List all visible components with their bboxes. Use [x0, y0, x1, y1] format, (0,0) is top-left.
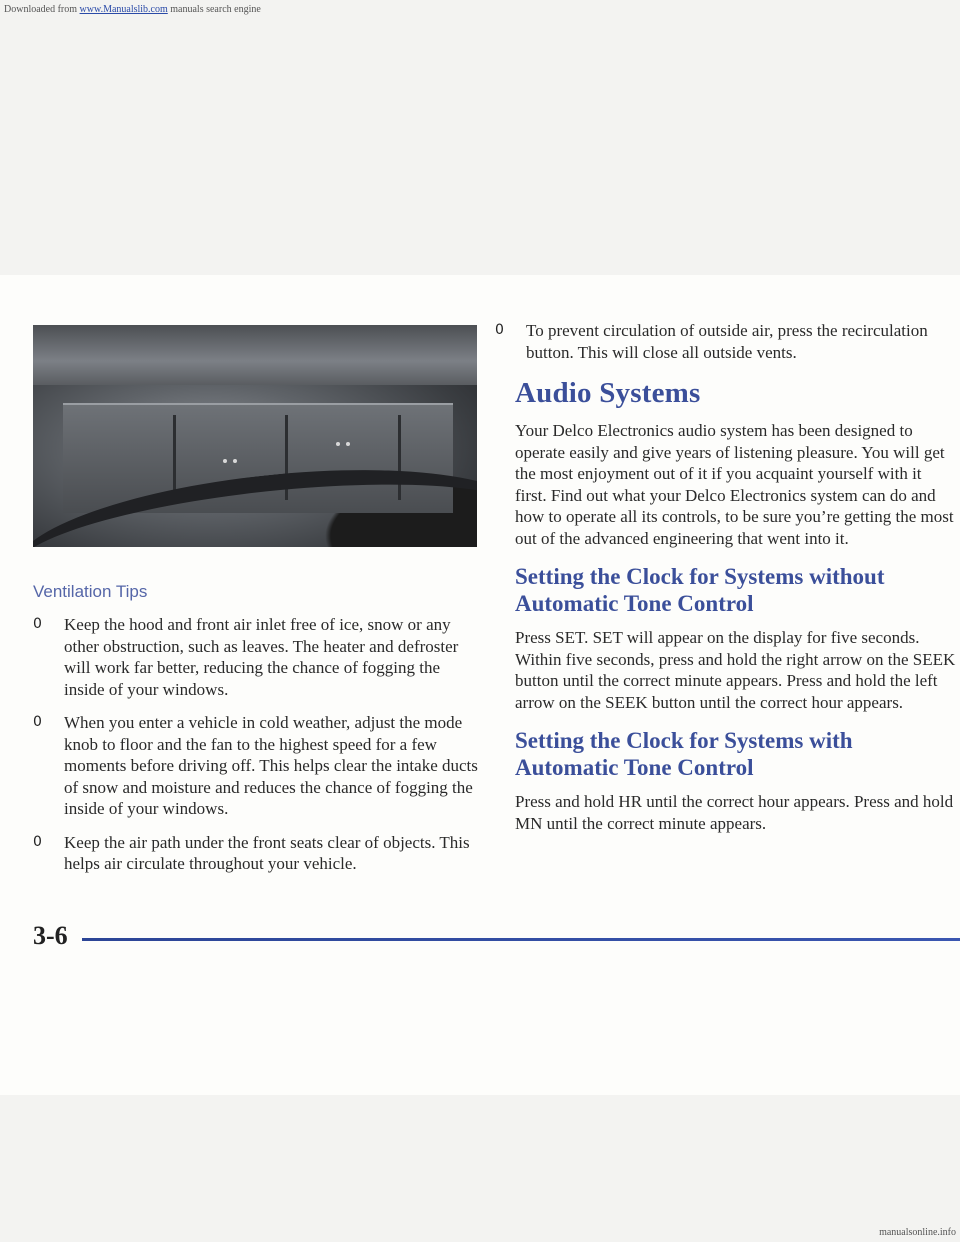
footer-rule: [82, 938, 960, 941]
list-item: 0 Keep the hood and front air inlet free of ice, snow or any other obstruction, such as leaves. The heater and defroster will work far better, reducing the chance of fogging the inside of your windows.: [33, 615, 459, 699]
ventilation-tips-heading: Ventilation Tips: [33, 582, 148, 601]
bullet-marker: 0: [33, 714, 42, 730]
list-item: 0 When you enter a vehicle in cold weather, adjust the mode knob to floor and the fan to the highest speed for a few moments before driving off. This helps clear the intake ducts of snow and moisture and reduces the chance of fogging the inside of your windows.: [33, 713, 478, 818]
manualslib-link[interactable]: www.Manualslib.com: [79, 4, 168, 15]
page-number: 3-6: [33, 921, 68, 950]
audio-systems-text: Your Delco Electronics audio system has been designed to operate easily and give years of listening pleasure. You will get the most enjoyment out of it if you acquaint yourself with it first. Find out what your Delco Electronics system can do and how to operate all its controls, to be sure you’re getting the most out of the advanced engineering that went into it.: [515, 421, 954, 548]
watermark-prefix: Downloaded from: [4, 4, 80, 15]
ventilation-tips-list: [33, 614, 483, 875]
audio-systems-heading: Audio Systems: [515, 377, 701, 409]
download-watermark: [4, 4, 261, 15]
clock-without-atc-heading: Setting the Clock for Systems without Automatic Tone Control: [515, 564, 885, 616]
list-item: 0 Keep the air path under the front seats clear of objects. This helps air circulate throughout your vehicle.: [33, 832, 470, 873]
watermark-suffix: manuals search engine: [167, 4, 261, 15]
clock-with-atc-text: Press and hold HR until the correct hour appears. Press and hold MN until the correct minute appears.: [515, 792, 954, 833]
clock-with-atc-heading: Setting the Clock for Systems with Automatic Tone Control: [515, 728, 853, 780]
bullet-marker: 0: [33, 833, 42, 850]
right-column: [495, 320, 957, 840]
bullet-marker: 0: [495, 322, 504, 338]
clock-without-atc-text: Press SET. SET will appear on the display for five seconds. Within five seconds, press and hold the right arrow on the SEEK button until the correct minute appears. Press and hold the left arrow on the SEEK button until the correct hour appears.: [515, 628, 956, 712]
list-item: 0 To prevent circulation of outside air, press the recirculation button. This will close all outside vents.: [495, 321, 928, 362]
ventilation-photo: [33, 325, 477, 547]
bullet-marker: 0: [33, 616, 42, 632]
recirculation-list: [495, 320, 957, 363]
footer-watermark: manualsonline.info: [879, 1227, 956, 1238]
left-column: [33, 582, 483, 887]
